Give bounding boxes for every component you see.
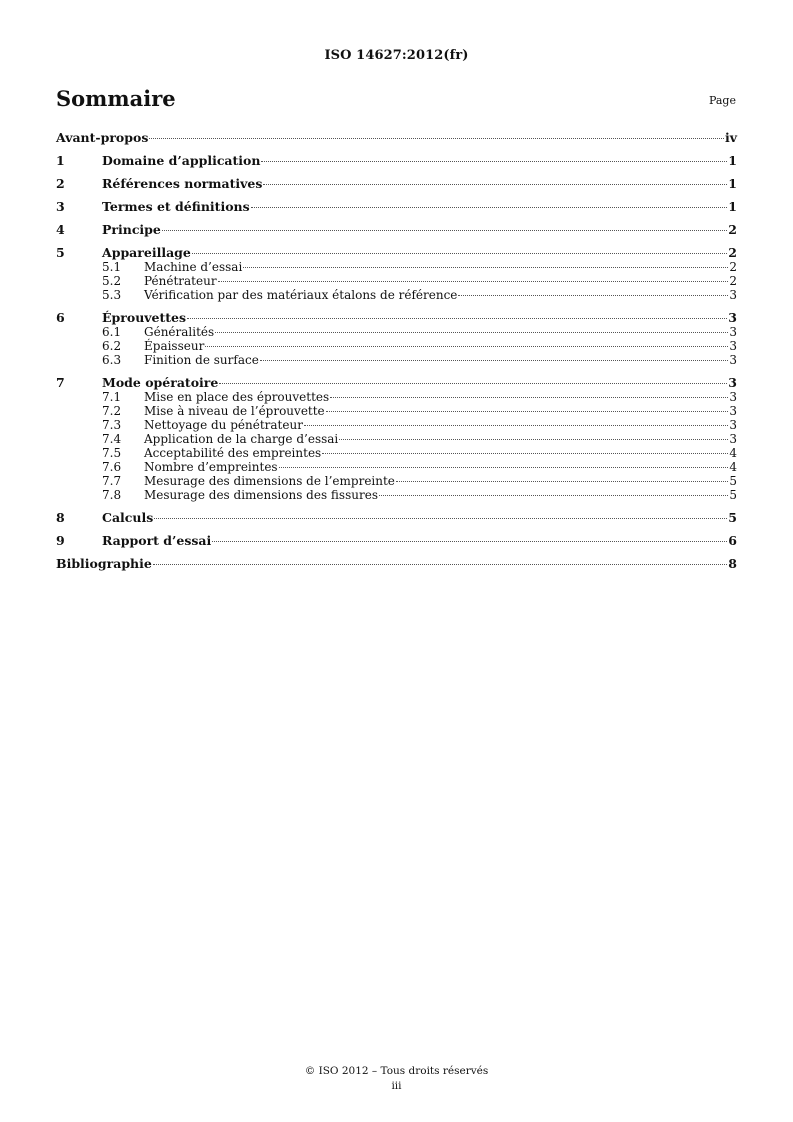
- dot-leader: [263, 184, 727, 185]
- dot-leader: [153, 564, 727, 565]
- toc-entry-page: 8: [728, 556, 737, 571]
- toc-entry-page: 1: [728, 176, 737, 191]
- toc-entry-page: 3: [728, 310, 737, 325]
- toc-entry-label: Nettoyage du pénétrateur: [144, 418, 303, 432]
- toc-entry-page: 3: [729, 418, 737, 432]
- dot-leader: [326, 411, 729, 412]
- toc-entry-label: Termes et définitions: [102, 199, 250, 214]
- toc-entry-label: Machine d’essai: [144, 260, 243, 274]
- dot-leader: [215, 332, 728, 333]
- toc-entry-label: Pénétrateur: [144, 274, 217, 288]
- toc-entry-number: 7.4: [102, 432, 122, 446]
- dot-leader: [192, 253, 727, 254]
- toc-entry[interactable]: [56, 488, 737, 502]
- dot-leader: [458, 295, 728, 296]
- document-id: ISO 14627:2012(fr): [324, 48, 469, 63]
- toc-entry[interactable]: [56, 288, 737, 302]
- toc-entry-page: 3: [729, 339, 737, 353]
- toc-entry-number: 9: [56, 533, 65, 548]
- toc-entry-number: 6.2: [102, 339, 122, 353]
- toc-entry[interactable]: [56, 176, 737, 191]
- dot-leader: [219, 383, 727, 384]
- toc-entry-page: 2: [729, 274, 737, 288]
- toc-entry-label: Finition de surface: [144, 353, 259, 367]
- page-footer: [0, 1064, 793, 1094]
- toc-entry[interactable]: [56, 418, 737, 432]
- toc-entry-page: 3: [729, 432, 737, 446]
- dot-leader: [205, 346, 728, 347]
- toc-entry[interactable]: [56, 260, 737, 274]
- toc-entry-number: 5.1: [102, 260, 122, 274]
- toc-entry-number: 7.5: [102, 446, 122, 460]
- toc-entry-page: 3: [729, 390, 737, 404]
- toc-entry-page: 5: [729, 488, 737, 502]
- toc-entry-label: Généralités: [144, 325, 215, 339]
- toc-entry-number: 7: [56, 375, 65, 390]
- toc-entry-number: 4: [56, 222, 65, 237]
- toc-entry[interactable]: [56, 222, 737, 237]
- toc-entry[interactable]: [56, 310, 737, 325]
- toc-entry[interactable]: [56, 446, 737, 460]
- dot-leader: [154, 518, 727, 519]
- toc-entry-number: 5: [56, 245, 65, 260]
- page-number: iii: [391, 1080, 402, 1092]
- toc-entry-label: Mise en place des éprouvettes: [144, 390, 330, 404]
- dot-leader: [251, 207, 728, 208]
- toc-entry-page: 5: [728, 510, 737, 525]
- dot-leader: [261, 161, 727, 162]
- dot-leader: [396, 481, 728, 482]
- toc-entry-number: 6.3: [102, 353, 122, 367]
- toc-entry-page: 2: [728, 245, 737, 260]
- toc-entry-number: 7.1: [102, 390, 122, 404]
- dot-leader: [330, 397, 728, 398]
- dot-leader: [379, 495, 728, 496]
- toc-entry-label: Appareillage: [102, 245, 191, 260]
- toc-entry[interactable]: [56, 390, 737, 404]
- toc-entry-label: Épaisseur: [144, 339, 205, 353]
- toc-entry-label: Éprouvettes: [102, 310, 187, 325]
- toc-entry-number: 7.7: [102, 474, 122, 488]
- toc-entry-number: 6: [56, 310, 65, 325]
- toc-entry[interactable]: [56, 432, 737, 446]
- toc-entry-number: 1: [56, 153, 65, 168]
- toc-entry-page: 2: [728, 222, 737, 237]
- toc-entry-page: 3: [729, 325, 737, 339]
- dot-leader: [218, 281, 729, 282]
- toc-entry-label: Avant-propos: [56, 130, 149, 145]
- dot-leader: [279, 467, 729, 468]
- toc-entry-number: 2: [56, 176, 65, 191]
- toc-entry[interactable]: [56, 404, 737, 418]
- toc-entry[interactable]: [56, 353, 737, 367]
- toc-entry-page: 6: [728, 533, 737, 548]
- copyright-notice: © ISO 2012 – Tous droits réservés: [304, 1065, 489, 1077]
- toc-entry[interactable]: [56, 339, 737, 353]
- toc-entry-label: Références normatives: [102, 176, 263, 191]
- toc-entry-number: 5.2: [102, 274, 122, 288]
- toc-entry-label: Nombre d’empreintes: [144, 460, 278, 474]
- toc-entry[interactable]: [56, 325, 737, 339]
- toc-entry[interactable]: [56, 533, 737, 548]
- toc-entry[interactable]: [56, 245, 737, 260]
- toc-entry-label: Domaine d’application: [102, 153, 261, 168]
- toc-entry-label: Mise à niveau de l’éprouvette: [144, 404, 325, 418]
- toc-entry-label: Calculs: [102, 510, 154, 525]
- toc-entry[interactable]: [56, 556, 737, 571]
- page-title: Sommaire: [56, 86, 176, 111]
- toc-entry-page: 4: [729, 446, 737, 460]
- dot-leader: [162, 230, 727, 231]
- toc-entry-number: 7.8: [102, 488, 122, 502]
- toc-entry[interactable]: [56, 153, 737, 168]
- toc-entry-page: 3: [729, 404, 737, 418]
- toc-entry-page: 3: [728, 375, 737, 390]
- toc-entry-number: 8: [56, 510, 65, 525]
- toc-entry-number: 5.3: [102, 288, 122, 302]
- toc-entry-page: 2: [729, 260, 737, 274]
- dot-leader: [187, 318, 727, 319]
- table-of-contents: [56, 130, 737, 571]
- toc-entry[interactable]: [56, 274, 737, 288]
- dot-leader: [322, 453, 728, 454]
- toc-entry-page: 5: [729, 474, 737, 488]
- toc-entry-page: iv: [724, 130, 737, 145]
- toc-entry[interactable]: [56, 460, 737, 474]
- toc-entry[interactable]: [56, 474, 737, 488]
- toc-entry[interactable]: [56, 199, 737, 214]
- toc-entry-label: Acceptabilité des empreintes: [144, 446, 322, 460]
- dot-leader: [304, 425, 728, 426]
- toc-entry-label: Principe: [102, 222, 161, 237]
- toc-entry-label: Mesurage des dimensions des fissures: [144, 488, 378, 502]
- toc-entry-label: Rapport d’essai: [102, 533, 212, 548]
- toc-entry-page: 3: [729, 353, 737, 367]
- toc-entry-page: 1: [728, 153, 737, 168]
- dot-leader: [260, 360, 729, 361]
- dot-leader: [243, 267, 728, 268]
- dot-leader: [212, 541, 727, 542]
- toc-entry-label: Vérification par des matériaux étalons de référence: [144, 288, 458, 302]
- toc-entry[interactable]: [56, 130, 737, 145]
- toc-entry-number: 6.1: [102, 325, 122, 339]
- dot-leader: [149, 138, 724, 139]
- toc-entry-number: 7.3: [102, 418, 122, 432]
- toc-entry-label: Mode opératoire: [102, 375, 219, 390]
- toc-entry-page: 1: [728, 199, 737, 214]
- toc-entry-label: Application de la charge d’essai: [144, 432, 339, 446]
- toc-entry[interactable]: [56, 375, 737, 390]
- dot-leader: [339, 439, 728, 440]
- toc-entry-number: 3: [56, 199, 65, 214]
- toc-entry-number: 7.2: [102, 404, 122, 418]
- toc-entry[interactable]: [56, 510, 737, 525]
- toc-entry-label: Bibliographie: [56, 556, 152, 571]
- toc-entry-page: 3: [729, 288, 737, 302]
- toc-entry-label: Mesurage des dimensions de l’empreinte: [144, 474, 395, 488]
- toc-entry-page: 4: [729, 460, 737, 474]
- page-column-label: Page: [708, 94, 736, 107]
- toc-entry-number: 7.6: [102, 460, 122, 474]
